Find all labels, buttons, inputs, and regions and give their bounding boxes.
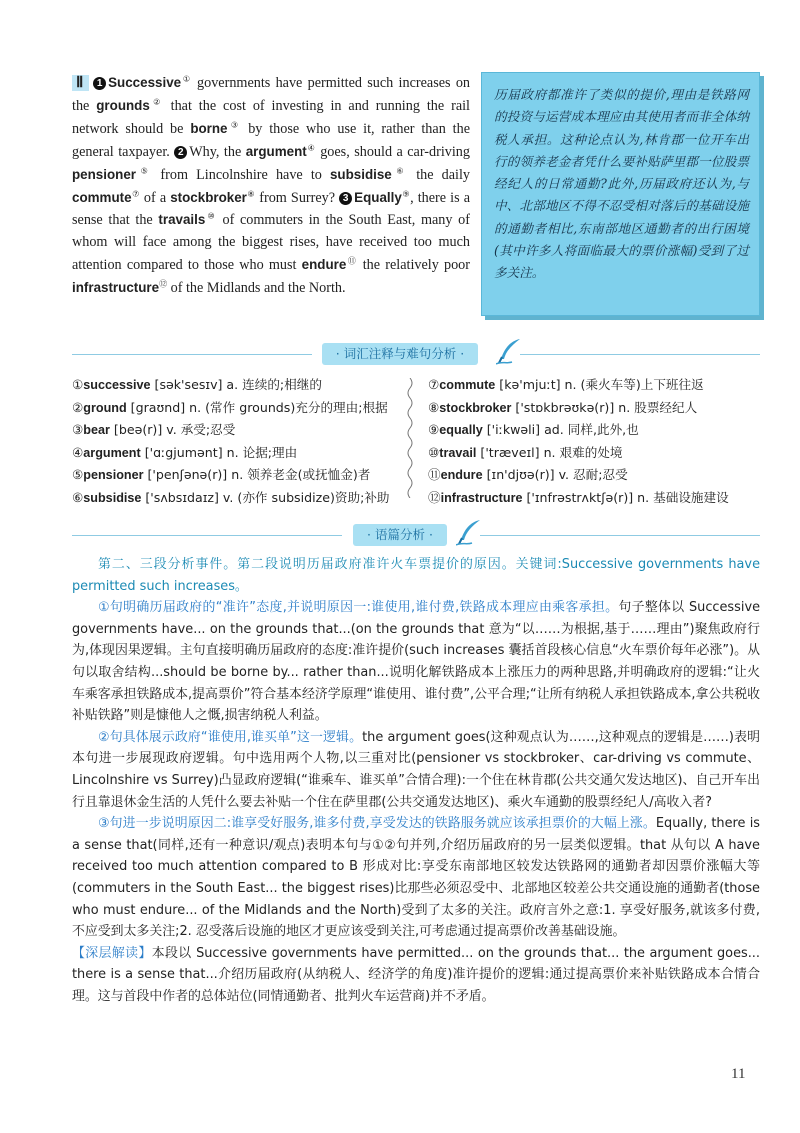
passage-text: of commuters in the South East, many of whom will face among the biggest rises, have received too much attention compared to those who must [72,212,470,274]
vocab-definition: ['sʌbsɪdaɪz] v. (亦作 subsidize)资助;补助 [141,489,390,505]
footnote-marker: ⑤ [136,165,153,175]
vocab-word: stockbroker [170,189,247,205]
vocab-definition: [ɪn'djʊə(r)] v. 忍耐;忍受 [482,467,628,483]
footnote-marker: ⑧ [246,188,256,198]
vocab-number: ⑥ [72,489,84,505]
vocab-word: argument [245,143,307,159]
vocab-definition: ['iːkwəli] ad. 同样,此外,也 [482,422,639,438]
analysis-paragraph-3 [72,813,760,943]
vocab-headword: infrastructure [440,490,523,505]
vocab-definition: ['penʃənə(r)] n. 领养老金(或抚恤金)者 [143,467,371,483]
footnote-marker: ⑨ [401,188,411,198]
passage-text: from Surrey? [255,189,340,206]
vocab-word: borne [190,120,228,136]
vocab-number: ⑫ [428,489,441,505]
footnote-marker: ⑪ [346,256,358,266]
analysis-paragraph-1 [72,597,760,727]
section-marker: Ⅱ [72,75,89,91]
footnote-marker: ① [181,74,192,84]
footnote-marker: ② [149,97,164,107]
analysis-intro: 第二、三段分析事件。第二段说明历届政府准许火车票提价的原因。关键词:Successive governments have permitted such increases。 [72,557,760,594]
vocab-headword: pensioner [83,468,144,483]
vocab-definition: ['stɒkbrəʊkə(r)] n. 股票经纪人 [511,399,698,415]
vocab-number: ④ [72,444,84,460]
passage-text: the daily [408,166,471,183]
quill-icon [456,518,482,546]
vocab-number: ⑧ [428,399,440,415]
analysis-p1-body: 句子整体以 Successive governments have... on the grounds that...(on the grounds that 意为“以……为根据,基于……理由”)聚焦政府行为,体现因果逻辑。主句直接明确历届政府的态度:准许提价(such increases 囊括首段核心信息“火车票价每年必涨”)。从句以取舍结构...should be borne by... rather than...说明化解铁路成本上涨压力的两种思路,并明确政府的逻辑:“让火车乘客承担铁路成本,提高票价”符合基本经济学原理“谁使用、谁付费”,公平合理;“让所有纳税人承担铁路成本,拿公共税收补贴铁路”则是慷他人之慨,损害纳税人利益。 [72,600,760,724]
vocab-list-left [72,374,390,510]
vocab-word: commute [72,189,132,205]
vocab-number: ① [72,377,84,392]
page-number: 11 [731,1066,746,1082]
vocab-entry [72,464,390,487]
vocab-headword: travail [439,445,477,460]
footnote-marker: ④ [306,142,316,152]
footnote-marker: ⑩ [205,211,217,221]
analysis-header-label: · 语篇分析 · [353,524,447,546]
vocab-word: endure [301,257,347,273]
passage-text: , there is a sense that the [72,189,471,229]
vocab-entry [428,397,729,420]
vocab-headword: bear [83,423,110,438]
analysis-section-header [0,524,800,546]
vocab-section-header [0,343,800,365]
vocab-headword: commute [439,378,496,392]
analysis-p3-head: ③句进一步说明原因二:谁享受好服务,谁多付费,享受发达的铁路服务就应该承担票价的大幅上涨。 [98,816,656,832]
analysis-body [72,554,760,1007]
sentence-number: 1 [93,77,106,90]
vocab-number: ② [72,399,84,415]
passage-text: of the Midlands and the North. [167,280,346,297]
vocab-word: Equally [354,189,402,205]
analysis-p2-head: ②句具体展示政府“谁使用,谁买单”这一逻辑。 [98,729,363,745]
passage-text: governments have permitted such increases on the [72,75,471,114]
passage-text: the relatively poor [357,257,470,274]
vocab-entry [72,397,390,420]
vocab-number: ③ [72,422,84,438]
analysis-p3-body: Equally, there is a sense that(同样,还有一种意识/观点)表明本句与①②句并列,介绍历届政府的另一层类似逻辑。that 从句以 A have received too much attention compared to B 形成对比:享受东南部地区较发达铁路网的通勤者却因票价涨幅大等(commuters in the South East... the biggest rises)比那些必须忍受中、北部地区较差公共交通设施的通勤者(those who must endure... of the Midlands and the North)受到了太多的关注。政府言外之意:1. 享受好服务,就该多付费,不应受到太多关注;2. 忍受落后设施的地区才更应该受到关注,可考虑通过提高票价改善基础设施。 [72,816,760,940]
vocab-headword: endure [440,468,483,483]
vocab-number: ⑦ [428,377,440,392]
quill-icon [496,337,522,365]
vocab-entry [428,419,729,442]
vocab-header-label: · 词汇注释与难句分析 · [322,343,478,365]
divider-wave [405,378,415,498]
deep-reading-body: 本段以 Successive governments have permitted... on the grounds that... the argument goes... there is a sense that...介绍历届政府(从纳税人、经济学的角度)准许提价的逻辑:通过提高票价来补贴铁路成本合情合理。这与首段中作者的总体站位(同情通勤者、批判火车运营商)并不矛盾。 [72,945,761,1004]
vocab-entry [72,419,390,442]
analysis-p1-head: ①句明确历届政府的“准许”态度,并说明原因一:谁使用,谁付费,铁路成本理应由乘客承担。 [98,600,619,616]
analysis-deep-reading [72,943,760,1008]
footnote-marker: ⑦ [131,188,140,198]
vocab-word: subsidise [329,166,392,182]
vocab-entry [428,487,729,510]
passage-text: goes, should a car-driving [315,143,470,160]
article-paragraph [72,72,470,300]
vocab-word: infrastructure [72,280,160,296]
vocab-definition: ['træveɪl] n. 艰难的处境 [476,444,623,460]
vocab-word: Successive [108,75,182,90]
vocab-number: ⑩ [428,444,440,460]
vocab-definition: [kə'mjuːt] n. (乘火车等)上下班往返 [495,377,704,392]
deep-reading-label: 【深层解读】 [72,945,152,961]
translation-text: 历届政府都准许了类似的提价,理由是铁路网的投资与运营成本理应由其使用者而非全体纳税人承担。这种论点认为,林肯郡一位开车出行的领养老金者凭什么要补贴萨里郡一位股票经纪人的日常通勤?此外,历届政府还认为,与中、北部地区不得不忍受相对落后的基础设施的通勤者相比,东南部地区通勤者的出行困境(其中许多人将面临最大的票价涨幅)受到了过多关注。 [494,87,749,281]
sentence-number: 2 [174,146,187,159]
analysis-paragraph-2 [72,727,760,813]
vocab-definition: [sək'sesɪv] a. 连续的;相继的 [150,377,322,392]
analysis-p2-body: the argument goes(这种观点认为……,这种观点的逻辑是……)表明本句进一步展现政府逻辑。句中选用两个人物,以三重对比(pensioner vs stockbroker、car-driving vs commute、Lincolnshire vs Surrey)凸显政府逻辑(“谁乘车、谁买单”合情合理):一个住在林肯郡(公共交通欠发达地区)、自己开车出行且靠退休金生活的人凭什么要去补贴一个住在萨里郡(公共交通发达地区)、乘火车通勤的股票经纪人/高收入者? [72,729,760,810]
vocab-definition: [graʊnd] n. (常作 grounds)充分的理由;根据 [126,399,388,415]
vocab-headword: subsidise [83,490,142,505]
sentence-number: 3 [339,192,352,205]
vocab-headword: successive [83,378,151,392]
vocab-list-right [428,374,729,510]
vocab-word: pensioner [72,166,136,182]
vocab-entry [428,464,729,487]
vocab-entry [428,442,729,465]
footnote-marker: ⑥ [391,165,409,175]
vocab-entry [72,374,390,397]
passage-text: from Lincolnshire have to [152,166,330,183]
vocab-headword: stockbroker [439,400,512,415]
vocab-headword: ground [83,400,127,415]
vocab-number: ⑤ [72,467,84,483]
vocab-word: grounds [96,97,150,113]
passage-text: that the cost of investing in and running the rail network should be [72,97,470,137]
vocab-headword: argument [83,445,141,460]
vocab-definition: [beə(r)] v. 承受;忍受 [109,422,236,438]
footnote-marker: ③ [227,120,242,130]
vocab-number: ⑨ [428,422,440,438]
passage-text: of a [139,189,171,206]
vocab-entry [72,442,390,465]
translation-box [481,72,760,316]
vocab-definition: ['ɑːgjumənt] n. 论据;理由 [140,444,298,460]
vocab-definition: ['ɪnfrəstrʌktʃə(r)] n. 基础设施建设 [522,489,729,505]
passage-text: by those who use it, rather than the general taxpayer. [72,120,470,160]
footnote-marker: ⑫ [159,279,168,289]
vocab-word: travails [158,212,206,228]
vocab-entry [428,374,729,397]
vocab-number: ⑪ [428,467,441,483]
passage-text: Why, the [189,143,246,160]
vocab-entry [72,487,390,510]
vocab-headword: equally [439,423,483,438]
